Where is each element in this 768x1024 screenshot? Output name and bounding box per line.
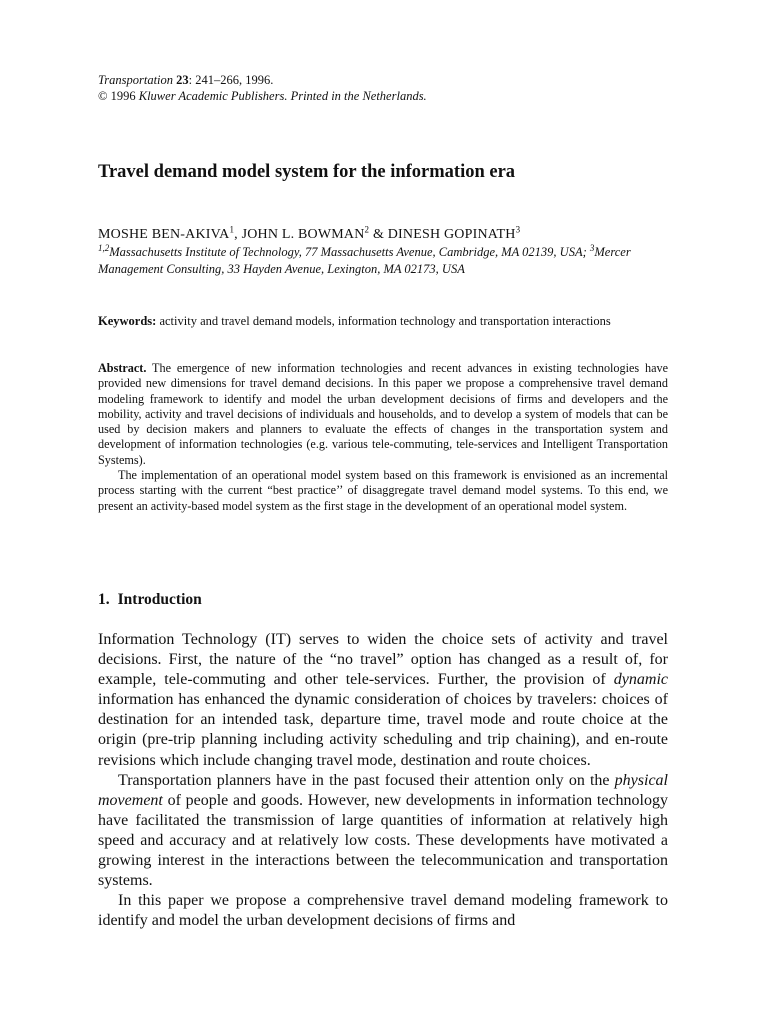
body-text-run: Transportation planners have in the past focused their attention only on the <box>118 771 615 789</box>
body-paragraph: In this paper we propose a comprehensive travel demand modeling framework to identify and model the urban development decisions of firms and <box>98 892 668 930</box>
emphasis: physical movement <box>98 771 668 809</box>
abstract-text: The emergence of new information technologies and recent advances in existing technologies have provided new dimensions for travel demand decisions. In this paper we propose a comprehensive travel demand modeling framework to identify and model the urban development decisions of firms and developers and the mobility, activity and travel decisions of individuals and households, and to develop a system of models that can be used by decision makers and planners to evaluate the effects of changes in the transportation system and development of information technologies (e.g. various tele-commuting, tele-services and Intelligent Transportation Systems). <box>98 361 668 467</box>
journal-name: Transportation <box>98 73 174 87</box>
journal-volume: 23 <box>176 73 189 87</box>
author-separator: & <box>369 227 388 242</box>
copyright-mark: © 1996 <box>98 89 139 103</box>
author-name: MOSHE BEN-AKIVA <box>98 227 230 242</box>
affiliation-mark: 3 <box>589 242 595 253</box>
abstract-paragraph: The implementation of an operational model system based on this framework is envisioned as an incremental process starting with the current “best practice’’ of disaggregate travel demand model systems. To this end, we present an activity-based model system as the first stage in the development of an operational model system. <box>98 468 668 513</box>
author-mark: 2 <box>364 224 370 235</box>
journal-header <box>98 72 427 104</box>
author-separator: , <box>234 227 242 242</box>
body-text-run: information has enhanced the dynamic consideration of choices by travelers: choices of destination for an intended task, departure time, travel mode and route choice at the origin (pre-trip planning including activity scheduling and trip chaining), and en-route revisions which include changing travel mode, destination and route choices. <box>98 691 668 769</box>
keywords-text: activity and travel demand models, information technology and transportation interactions <box>156 314 611 328</box>
journal-copyright <box>98 88 427 104</box>
body-paragraph <box>98 630 668 771</box>
publisher: Kluwer Academic Publishers. Printed in the Netherlands. <box>138 89 427 103</box>
author-name: JOHN L. BOWMAN <box>241 227 365 242</box>
body-paragraph <box>98 771 668 892</box>
journal-pages: : 241–266, 1996. <box>188 73 274 87</box>
abstract-paragraph <box>98 361 668 468</box>
author-list <box>98 224 521 243</box>
body-text <box>98 630 668 931</box>
journal-citation <box>98 72 427 88</box>
keywords-label: Keywords: <box>98 314 157 328</box>
emphasis: dynamic <box>613 671 668 689</box>
affiliation-text: Mercer Management Consulting, 33 Hayden Avenue, Lexington, MA 02173, USA <box>98 245 631 276</box>
affiliations <box>98 244 670 278</box>
abstract-label: Abstract. <box>98 361 147 375</box>
author-mark: 3 <box>515 224 521 235</box>
paper-title: Travel demand model system for the information era <box>98 162 516 182</box>
affiliation-mark: 1,2 <box>98 242 110 253</box>
author-name: DINESH GOPINATH <box>387 227 516 242</box>
body-text-run: Information Technology (IT) serves to widen the choice sets of activity and travel decisions. First, the nature of the “no travel” option has changed as a result of, for example, tele-commuting and other tele-services. Further, the provision of <box>98 631 668 689</box>
section-title: Introduction <box>117 591 202 608</box>
abstract <box>98 361 668 514</box>
author-mark: 1 <box>229 224 235 235</box>
body-text-run: of people and goods. However, new developments in information technology have facilitated the transmission of large quantities of information at relatively high speed and accuracy and at relatively low costs. These developments have motivated a growing interest in the interactions between the telecommunication and transportation systems. <box>98 791 668 890</box>
section-heading <box>98 591 210 609</box>
affiliation-text: Massachusetts Institute of Technology, 77 Massachusetts Avenue, Cambridge, MA 02139, USA; <box>109 245 590 259</box>
keywords <box>98 313 668 329</box>
section-number: 1. <box>98 591 110 608</box>
